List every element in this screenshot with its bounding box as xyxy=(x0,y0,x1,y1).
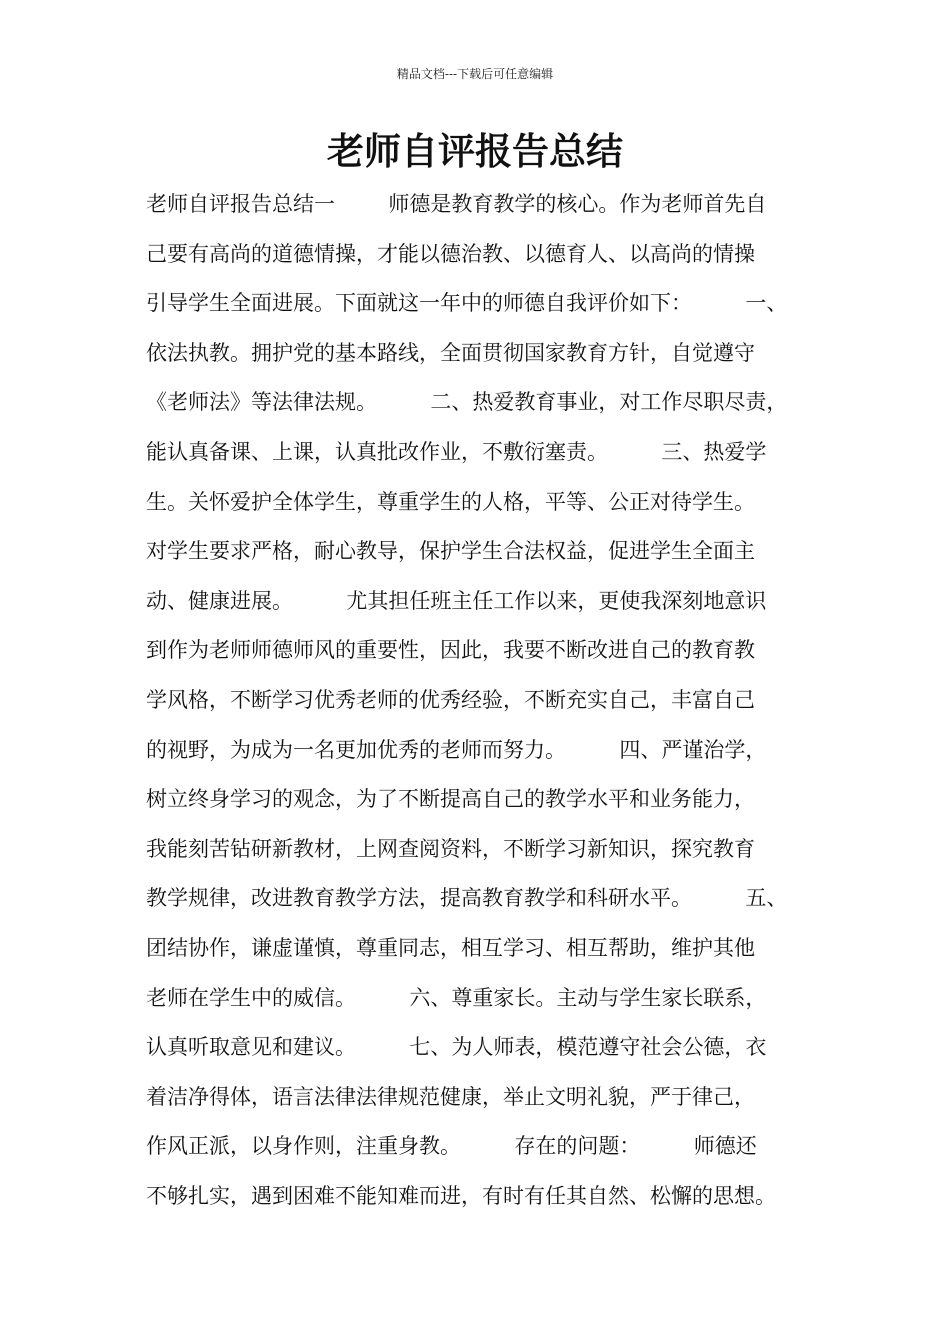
text-line: 依法执教。拥护党的基本路线，全面贯彻国家教育方针，自觉遵守 xyxy=(146,340,755,365)
text-line: 引导学生全面进展。下面就这一年中的师德自我评价如下： 一、 xyxy=(146,291,788,316)
text-line: 老师自评报告总结一 师德是教育教学的核心。作为老师首先自 xyxy=(146,192,767,216)
document-title: 老师自评报告总结 xyxy=(327,130,623,173)
text-line: 能认真备课、上课，认真批改作业，不敷衍塞责。 三、热爱学 xyxy=(146,439,767,464)
header-note: 精品文档---下载后可任意编辑 xyxy=(396,67,554,81)
body-text xyxy=(146,180,826,1221)
text-line: 的视野，为成为一名更加优秀的老师而努力。 四、严谨治学， xyxy=(146,737,767,762)
text-line: 不够扎实，遇到困难不能知难而进，有时有任其自然、松懈的思想。 xyxy=(146,1183,776,1208)
text-line: 树立终身学习的观念，为了不断提高自己的教学水平和业务能力， xyxy=(146,787,755,812)
text-line: 教学规律，改进教育教学方法，提高教育教学和科研水平。 五、 xyxy=(146,886,788,911)
text-line: 《老师法》等法律法规。 二、热爱教育事业，对工作尽职尽责， xyxy=(146,390,788,415)
text-line: 着洁净得体，语言法律法律规范健康，举止文明礼貌，严于律己， xyxy=(146,1084,755,1109)
text-line: 团结协作，谦虚谨慎，尊重同志，相互学习、相互帮助，维护其他 xyxy=(146,935,755,960)
text-line: 我能刻苦钻研新教材，上网查阅资料，不断学习新知识，探究教育 xyxy=(146,836,755,861)
text-line: 作风正派，以身作则，注重身教。 存在的问题： 师德还 xyxy=(146,1134,757,1159)
text-line: 对学生要求严格，耐心教导，保护学生合法权益，促进学生全面主 xyxy=(146,539,755,564)
text-line: 动、健康进展。 尤其担任班主任工作以来，更使我深刻地意识 xyxy=(146,588,767,613)
text-line: 认真听取意见和建议。 七、为人师表，模范遵守社会公德，衣 xyxy=(146,1035,767,1060)
text-line: 己要有高尚的道德情操，才能以德治教、以德育人、以高尚的情操 xyxy=(146,241,755,266)
text-line: 生。关怀爱护全体学生，尊重学生的人格，平等、公正对待学生。 xyxy=(146,489,755,514)
text-line: 老师在学生中的威信。 六、尊重家长。主动与学生家长联系， xyxy=(146,985,767,1010)
text-line: 到作为老师师德师风的重要性，因此，我要不断改进自己的教育教 xyxy=(146,638,755,663)
text-line: 学风格，不断学习优秀老师的优秀经验，不断充实自己，丰富自己 xyxy=(146,687,755,712)
